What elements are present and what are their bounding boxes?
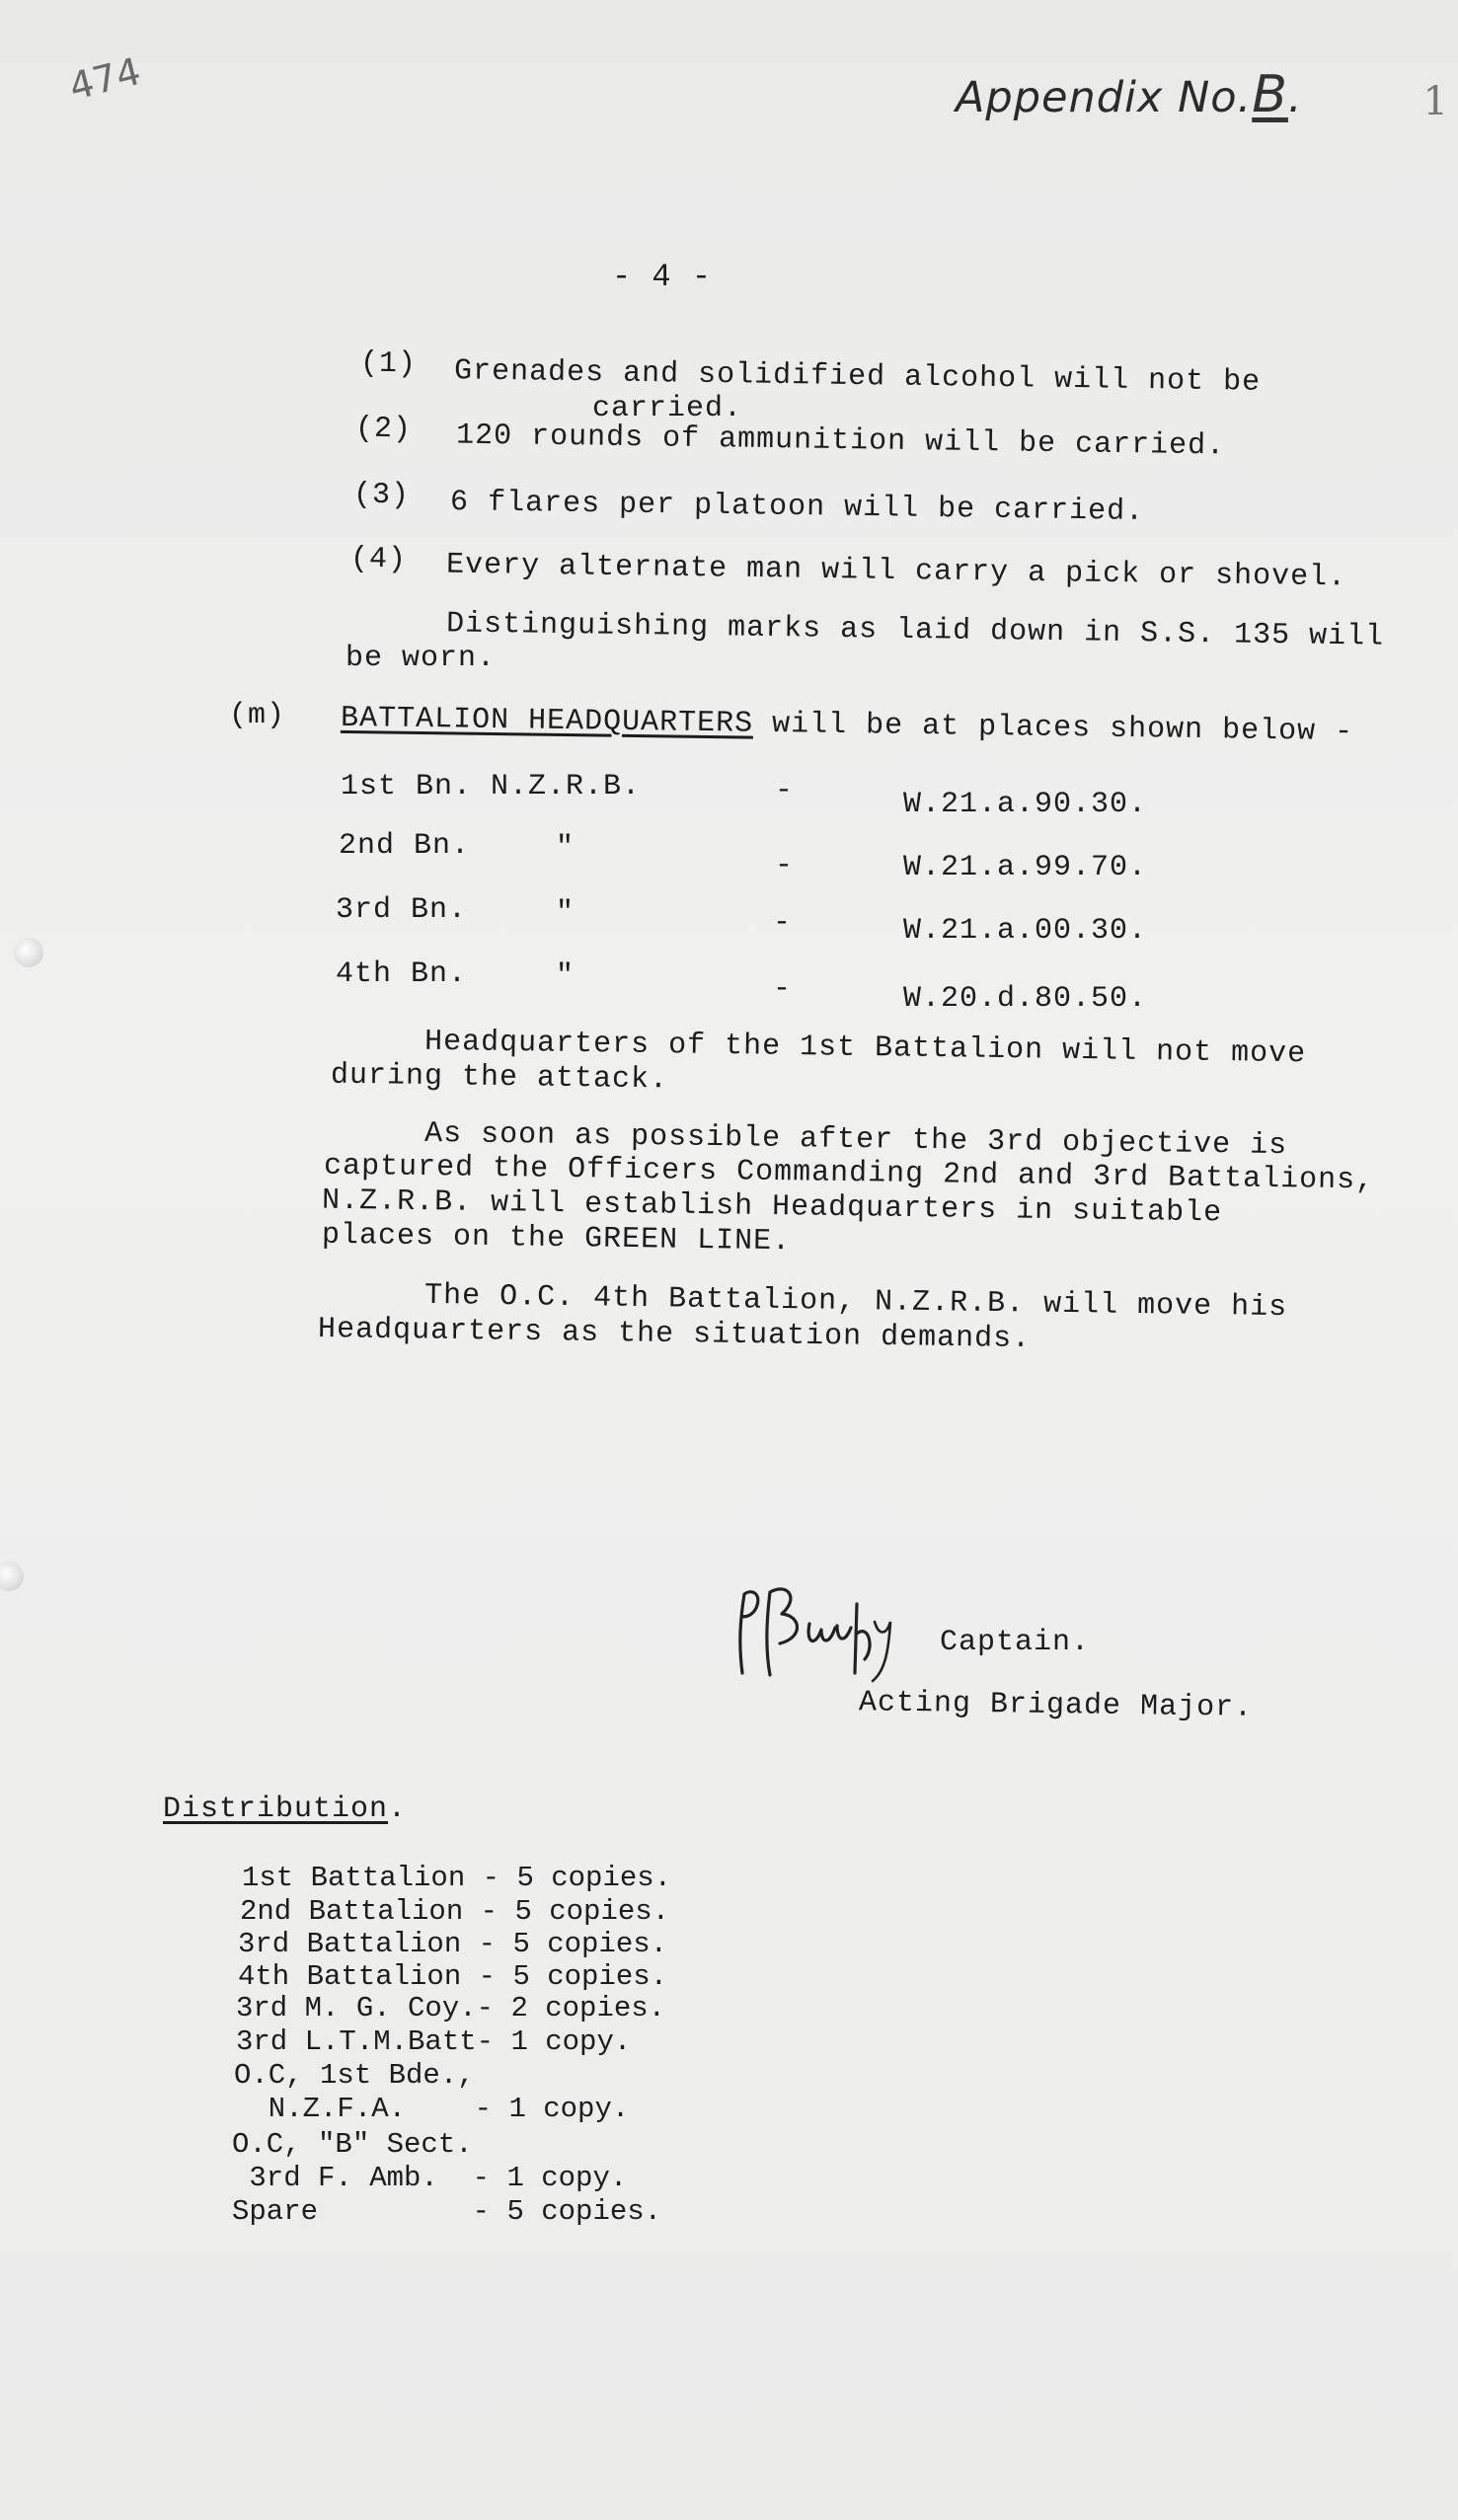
paragraph-line: places on the GREEN LINE. (321, 1218, 792, 1260)
item-number: (4) (349, 542, 408, 577)
hq-map-reference: W.21.a.99.70. (903, 851, 1148, 884)
hq-ditto: " (556, 896, 576, 930)
hq-ditto: " (556, 831, 576, 865)
item-number: (1) (359, 346, 418, 382)
corner-number: 1 (1422, 79, 1448, 124)
distribution-row: Spare - 5 copies. (232, 2195, 662, 2228)
paragraph-line: N.Z.R.B. will establish Headquarters in suitable (321, 1184, 1223, 1231)
appendix-letter: B (1252, 65, 1288, 124)
hq-dash: - (773, 972, 793, 1006)
appendix-heading (956, 65, 1303, 124)
handwritten-signature-icon (730, 1565, 928, 1703)
paragraph-line: Headquarters as the situation demands. (317, 1312, 1032, 1357)
hq-battalion: 2nd Bn. (339, 829, 471, 863)
appendix-prefix: Appendix No. (956, 73, 1253, 122)
item-number: (2) (354, 412, 413, 447)
section-heading: BATTALION HEADQUARTERS (340, 701, 754, 741)
distribution-row: N.Z.F.A. - 1 copy. (234, 2093, 630, 2125)
hq-map-reference: W.20.d.80.50. (903, 982, 1148, 1016)
hq-battalion: 4th Bn. (336, 957, 468, 991)
hq-map-reference: W.21.a.00.30. (903, 914, 1148, 948)
item-number: (3) (352, 478, 411, 513)
distribution-row: O.C, "B" Sect. (232, 2128, 473, 2161)
distribution-row: 3rd Battalion - 5 copies. (238, 1928, 668, 1960)
distribution-row: 2nd Battalion - 5 copies. (240, 1895, 670, 1928)
punch-hole-icon (14, 938, 43, 967)
punch-hole-icon (0, 1562, 24, 1591)
item-text: Grenades and solidified alcohol will not be (453, 354, 1262, 400)
hq-battalion: 3rd Bn. (336, 893, 468, 927)
signature-title: Acting Brigade Major. (858, 1686, 1254, 1725)
distribution-row: 1st Battalion - 5 copies. (242, 1862, 672, 1894)
paragraph-line: The O.C. 4th Battalion, N.Z.R.B. will move his (423, 1278, 1288, 1326)
distribution-row: 3rd L.T.M.Batt- 1 copy. (236, 2025, 632, 2058)
section-label: (m) (229, 699, 286, 732)
item-text-continued: carried. (592, 392, 743, 425)
distribution-heading-suffix: . (388, 1793, 408, 1826)
distinguishing-marks-line: Distinguishing marks as laid down in S.S. 135 will (445, 607, 1385, 654)
paragraph-line: As soon as possible after the 3rd objective is (423, 1116, 1288, 1164)
distinguishing-marks-line: be worn. (345, 642, 497, 675)
hq-map-reference: W.21.a.90.30. (903, 788, 1148, 821)
hq-ditto: " (556, 959, 576, 993)
distribution-row: 3rd M. G. Coy.- 2 copies. (236, 1992, 666, 2024)
hq-dash: - (773, 906, 793, 940)
hq-dash: - (775, 774, 795, 807)
distribution-row: O.C, 1st Bde., (234, 2059, 475, 2092)
section-heading-line (341, 702, 1354, 749)
hq-dash: - (775, 849, 795, 882)
folio-number: 474 (64, 48, 145, 110)
section-heading-rest: will be at places shown below - (752, 707, 1354, 750)
distribution-heading (163, 1793, 407, 1826)
item-text: 6 flares per platoon will be carried. (449, 486, 1145, 529)
signature-rank: Captain. (940, 1626, 1091, 1659)
distribution-row: 4th Battalion - 5 copies. (238, 1960, 668, 1993)
paragraph-line: Headquarters of the 1st Battalion will not move (423, 1025, 1307, 1072)
paragraph-line: captured the Officers Commanding 2nd and 3rd Battalions, (323, 1149, 1375, 1198)
distribution-row: 3rd F. Amb. - 1 copy. (232, 2162, 628, 2194)
hq-battalion: 1st Bn. N.Z.R.B. (341, 770, 642, 803)
appendix-suffix: . (1287, 73, 1303, 122)
page-number: - 4 - (612, 259, 713, 295)
item-text: 120 rounds of ammunition will be carried. (455, 419, 1226, 464)
distribution-heading-text: Distribution (163, 1793, 389, 1826)
item-text: Every alternate man will carry a pick or shovel. (445, 548, 1347, 595)
paragraph-line: during the attack. (330, 1058, 669, 1098)
